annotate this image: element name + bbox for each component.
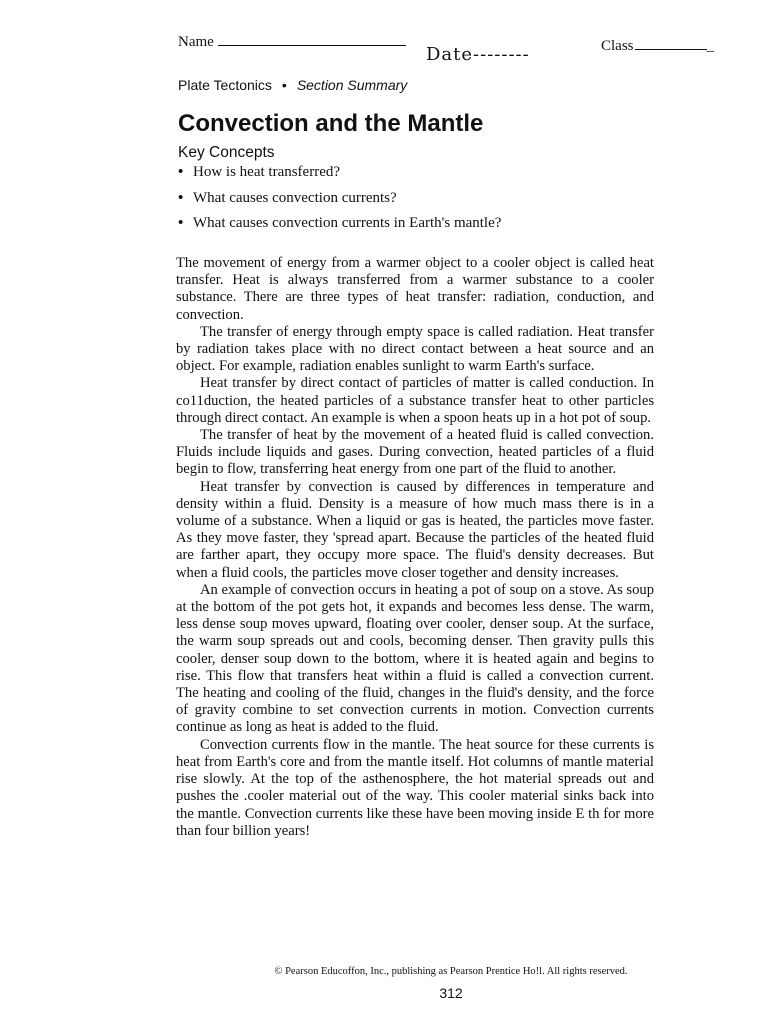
paragraph-density: Heat transfer by convection is caused by differences in temperature and density within a fluid. Density is a measure of how much mass there is in a volume of a substance. When a liquid or gas is heated, the particles move faster. As they move faster, they 'spread apart. Because the particles of the heated fluid are farther apart, they occupy more space. The fluid's density decreases. But when a fluid cools, the particles move closer together and density increases. [176, 478, 654, 581]
page-title: Convection and the Mantle [178, 110, 484, 137]
key-concept-item [178, 189, 501, 215]
breadcrumb [178, 77, 407, 93]
date-label: Date-------- [426, 44, 530, 65]
paragraph-mantle-currents: Convection currents flow in the mantle. The heat source for these currents is heat from Earth's core and from the mantle itself. Hot columns of mantle material rise slowly. At the top of the asthenosphere, the hot material spreads out and pushes the .cooler material out of the way. This cooler material sinks back into the mantle. Convection currents like these have been moving inside E th for more than four billion years! [176, 736, 654, 839]
bullet-icon: • [178, 189, 184, 206]
breadcrumb-section: Section Summary [296, 77, 408, 93]
breadcrumb-chapter: Plate Tectonics [178, 77, 272, 93]
key-concept-text: How is heat transferred? [193, 164, 341, 180]
breadcrumb-separator: • [281, 77, 287, 93]
key-concept-text: What causes convection currents? [193, 189, 397, 206]
class-label: Class [601, 38, 634, 54]
name-label: Name [178, 34, 214, 50]
bullet-icon: • [178, 164, 184, 180]
class-field [601, 38, 714, 55]
paragraph-convection: The transfer of heat by the movement of a heated fluid is called convection. Fluids include liquids and gases. During convection, heated particles of a fluid begin to flow, transferring heat energy from one part of the fluid to another. [176, 427, 654, 478]
key-concept-item [178, 163, 501, 189]
copyright-notice: © Pearson Educoffon, Inc., publishing as Pearson Prentice Ho!l. All rights reserved. [274, 966, 628, 977]
class-trailing: _ [706, 38, 715, 54]
key-concepts-heading: Key Concepts [178, 144, 275, 161]
class-blank [635, 39, 707, 50]
bullet-icon: • [178, 215, 184, 231]
name-blank [218, 33, 406, 46]
key-concept-item [178, 214, 501, 240]
paragraph-radiation: The transfer of energy through empty space is called radiation. Heat transfer by radiation takes place with no direct contact between a heat source and an object. For example, radiation enables sunlight to warm Earth's surface. [176, 323, 654, 375]
paragraph-soup-example: An example of convection occurs in heating a pot of soup on a stove. As soup at the bottom of the pot gets hot, it expands and becomes less dense. The warm, less dense soup moves upward, floating over cooler, denser soup. At the surface, the warm soup spreads out and cools, becoming denser. Then gravity pulls this cooler, denser soup down to the bottom, where it is heated again and begins to rise. This flow that transfers heat within a fluid is called a convection current. The heating and cooling of the fluid, changes in the fluid's density, and the force of gravity combine to set convection currents in motion. Convection currents continue as long as heat is added to the fluid. [176, 581, 654, 736]
key-concepts-list [178, 163, 501, 240]
summary-body [176, 255, 654, 840]
paragraph-conduction: Heat transfer by direct contact of particles of matter is called conduction. In co11duction, the heated particles of a substance transfer heat to other particles through direct contact. An example is when a spoon heats up in a hot pot of soup. [176, 375, 654, 426]
paragraph-heat-transfer: The movement of energy from a warmer object to a cooler object is called heat transfer. Heat is always transferred from a warmer substance to a cooler substance. There are three types of heat transfer: radiation, conduction, and convection. [176, 255, 654, 323]
name-field [178, 33, 406, 51]
key-concept-text: What causes convection currents in Earth's mantle? [193, 215, 502, 231]
page-number: 312 [439, 985, 463, 1001]
